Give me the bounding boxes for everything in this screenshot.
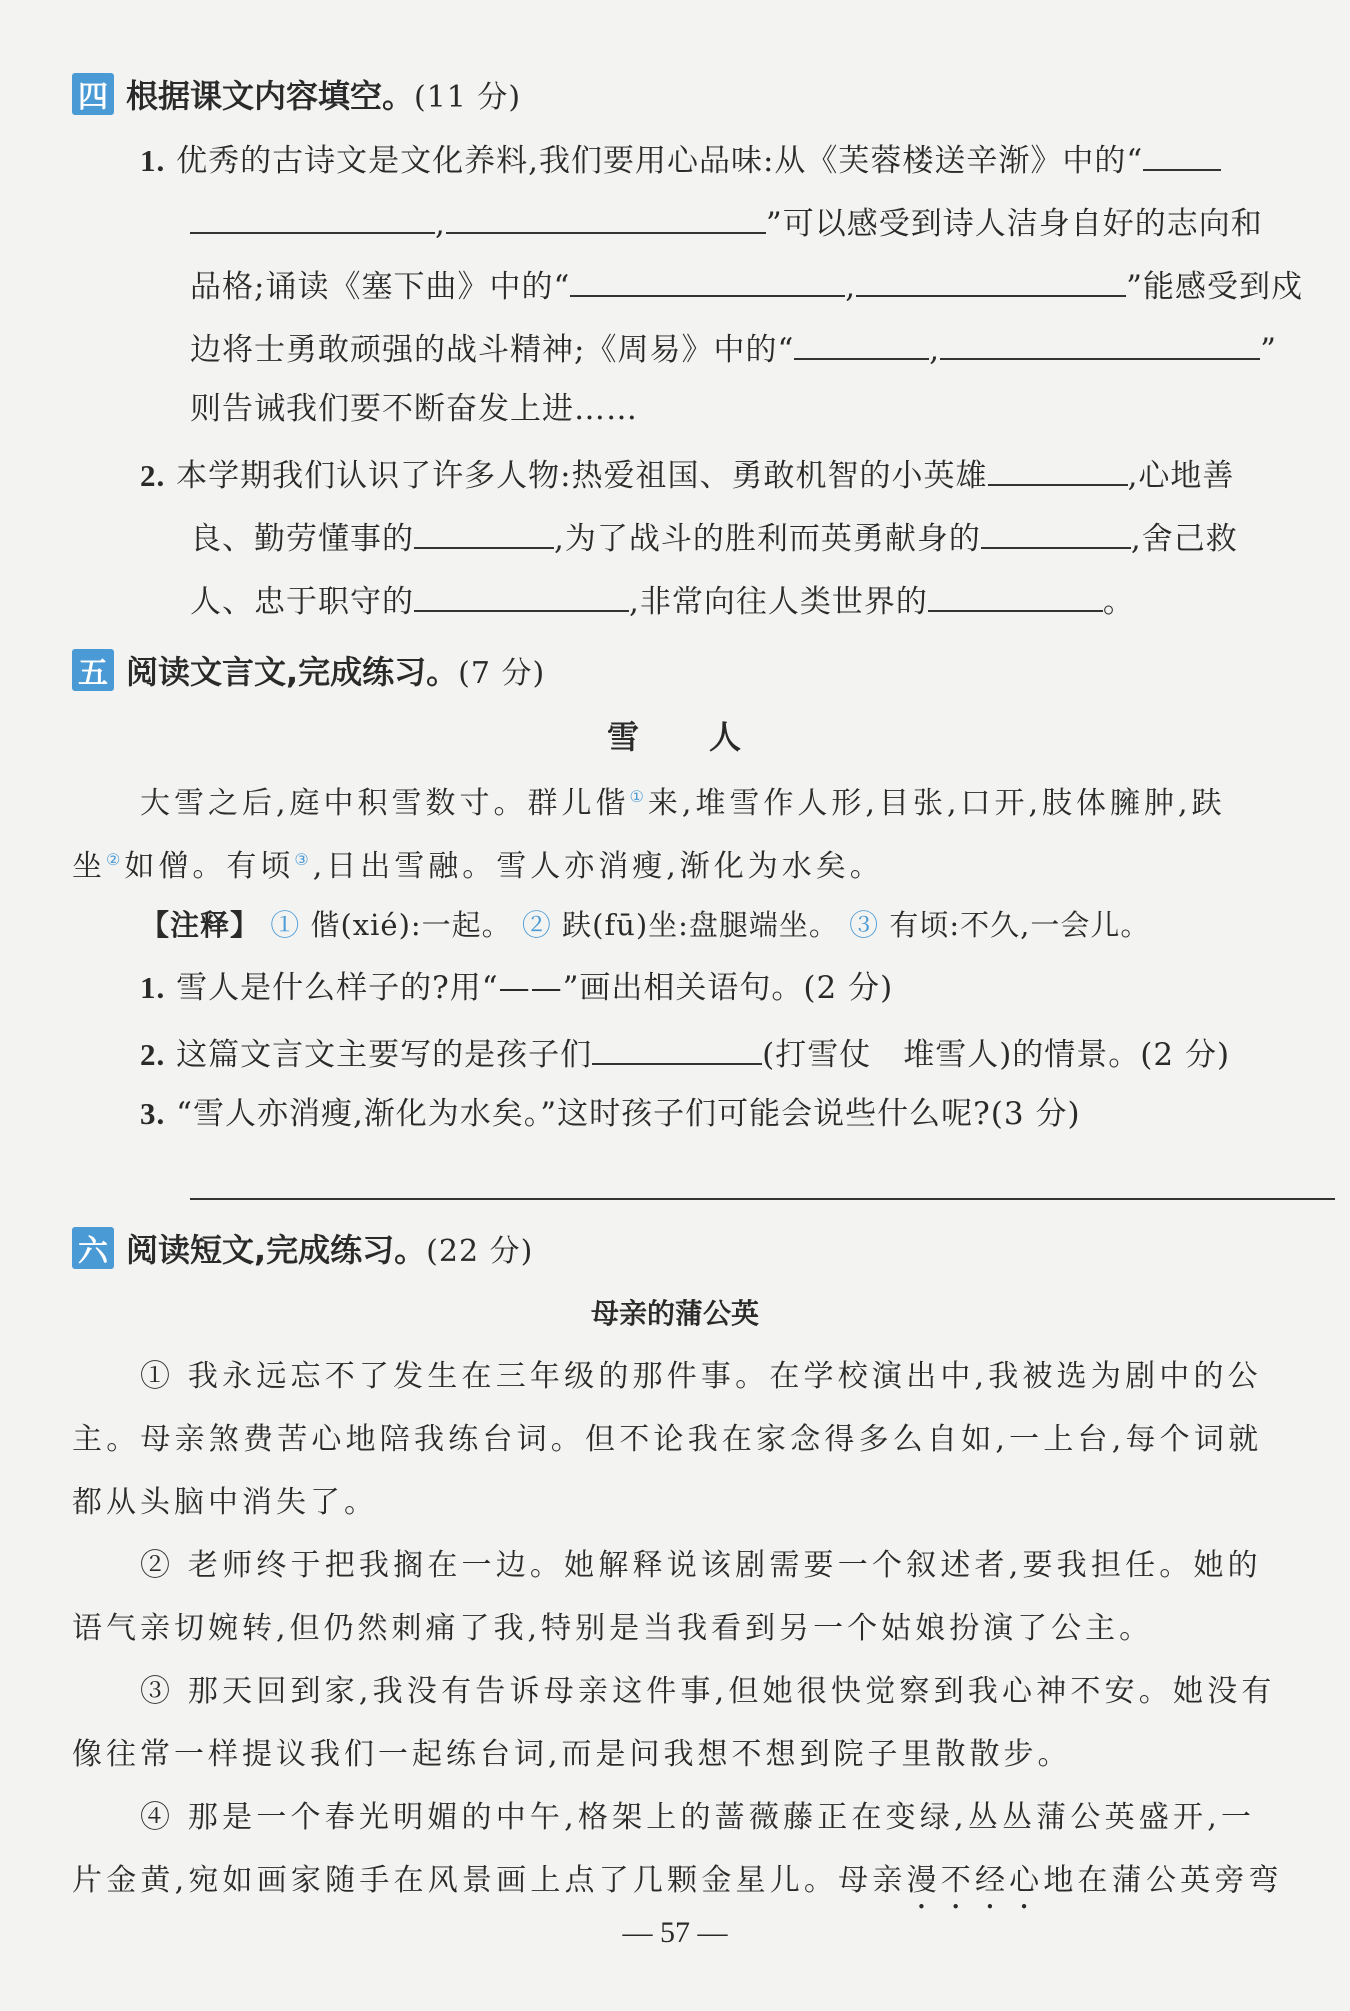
passage-text: 坐 [72,849,106,884]
emphasized-phrase: 漫不经心 [906,1863,1044,1898]
question-number: 2. [140,458,166,493]
s4-q2-line1 [140,450,1234,498]
s4-q1-line2 [190,198,1263,246]
passage-text: 如僧。有顷 [124,849,295,884]
question-text: , [929,332,941,368]
para3-line2: 像往常一样提议我们一起练台词,而是问我想不想到院子里散散步。 [72,1737,1072,1772]
answer-blank[interactable] [414,513,554,549]
footnote-marker: ② [106,850,125,869]
question-text: 边将士勇敢顽强的战斗精神;《周易》中的“ [190,332,795,368]
passage-text: 片金黄,宛如画家随手在风景画上点了几颗金星儿。母亲 [72,1863,907,1898]
passage-text: 地在蒲公英旁弯 [1043,1863,1283,1898]
section-6-score: (22 分) [426,1234,534,1269]
footnote-marker: ① [629,787,648,806]
passage-title-snowman: 雪 人 [606,718,743,756]
para4-line2 [72,1859,1283,1916]
question-text: 人、忠于职守的 [190,584,414,620]
annotation-text: 趺(fū)坐:盘腿端坐。 [562,908,839,942]
question-text: , [845,269,857,305]
question-text: ,心地善 [1127,458,1235,494]
passage-title-dandelion: 母亲的蒲公英 [590,1297,759,1330]
section-6-badge: 六 [72,1227,114,1269]
passage-text: 来,堆雪作人形,目张,口开,肢体臃肿,趺 [647,786,1226,821]
para1-line3: 都从头脑中消失了。 [72,1485,378,1520]
annotation-number: ① [270,908,301,942]
s5-q2 [140,1029,1230,1077]
annotation-text: 有顷:不久,一会儿。 [889,908,1151,942]
section-4-badge: 四 [72,73,114,115]
answer-blank[interactable] [1143,135,1221,171]
section-5-title: 阅读文言文,完成练习。 [126,653,459,691]
question-text: ,舍己救 [1130,521,1238,557]
para1-line1: ① 我永远忘不了发生在三年级的那件事。在学校演出中,我被选为剧中的公 [140,1359,1262,1394]
para2-line1: ② 老师终于把我搁在一边。她解释说该剧需要一个叙述者,要我担任。她的 [140,1548,1262,1583]
s4-q1-line1 [140,135,1221,183]
s4-q1-line5 [190,387,638,431]
question-text: 雪人是什么样子的?用“——”画出相关语句。(2 分) [176,970,894,1006]
passage-text: 大雪之后,庭中积雪数寸。群儿偕 [140,786,630,821]
answer-blank[interactable] [988,450,1128,486]
annotation-text: 偕(xié):一起。 [310,908,512,942]
answer-blank[interactable] [940,324,1260,360]
question-text: 优秀的古诗文是文化养料,我们要用心品味:从《芙蓉楼送辛渐》中的“ [176,143,1144,179]
answer-blank[interactable] [570,261,845,297]
s4-q2-line2 [190,513,1238,561]
answer-writing-line[interactable] [190,1198,1335,1200]
question-text: “雪人亦消瘦,渐化为水矣。”这时孩子们可能会说些什么呢?(3 分) [176,1096,1081,1132]
question-number: 1. [140,970,166,1005]
section-5-header [72,648,545,692]
page-number: — 57 — [622,1916,728,1949]
annotation-label: 【注释】 [140,908,261,942]
section-6-title: 阅读短文,完成练习。 [126,1231,427,1269]
s5-q1 [140,966,893,1010]
s4-q2-line3 [190,576,1135,624]
question-number: 1. [140,143,166,178]
section-4-title: 根据课文内容填空。 [126,77,415,115]
question-text: ”能感受到戍 [1126,269,1304,305]
section-5-score: (7 分) [458,656,546,691]
question-text: 本学期我们认识了许多人物:热爱祖国、勇敢机智的小英雄 [176,458,988,494]
answer-blank[interactable] [446,198,766,234]
question-text: 这篇文言文主要写的是孩子们 [176,1037,593,1073]
section-4-score: (11 分) [414,80,522,115]
answer-blank[interactable] [856,261,1126,297]
section-5-badge: 五 [72,649,114,691]
question-text: ,非常向往人类世界的 [629,584,928,620]
question-text: ”可以感受到诗人洁身自好的志向和 [765,206,1263,242]
s5-q3 [140,1092,1081,1136]
footnote-marker: ③ [294,850,313,869]
question-text: 良、勤劳懂事的 [190,521,414,557]
answer-blank[interactable] [928,576,1103,612]
para4-line1: ④ 那是一个春光明媚的中午,格架上的蔷薇藤正在变绿,丛丛蒲公英盛开,一 [140,1800,1256,1835]
answer-blank[interactable] [414,576,629,612]
question-text: 品格;诵读《塞下曲》中的“ [190,269,571,305]
annotation-line [140,903,1150,947]
question-number: 2. [140,1037,166,1072]
question-text: 。 [1102,584,1135,620]
section-6-header [72,1226,533,1270]
answer-blank[interactable] [592,1029,762,1065]
s4-q1-line3 [190,261,1303,309]
para2-line2: 语气亲切婉转,但仍然刺痛了我,特别是当我看到另一个姑娘扮演了公主。 [72,1611,1154,1646]
question-text: 则告诫我们要不断奋发上进…… [190,391,638,427]
answer-blank[interactable] [794,324,929,360]
classical-text-line2 [72,838,884,889]
answer-blank[interactable] [981,513,1131,549]
para1-line2: 主。母亲煞费苦心地陪我练台词。但不论我在家念得多么自如,一上台,每个词就 [72,1422,1263,1457]
section-4-header [72,72,521,116]
question-text: ” [1260,332,1278,368]
question-text: (打雪仗 堆雪人)的情景。(2 分) [762,1037,1231,1073]
annotation-number: ② [521,908,552,942]
classical-text-line1 [140,775,1226,826]
question-text: , [435,206,446,242]
passage-text: ,日出雪融。雪人亦消瘦,渐化为水矣。 [312,849,884,884]
annotation-number: ③ [849,908,880,942]
s4-q1-line4 [190,324,1277,372]
question-text: ,为了战斗的胜利而英勇献身的 [554,521,981,557]
answer-blank[interactable] [190,198,435,234]
para3-line1: ③ 那天回到家,我没有告诉母亲这件事,但她很快觉察到我心神不安。她没有 [140,1674,1276,1709]
question-number: 3. [140,1096,166,1131]
